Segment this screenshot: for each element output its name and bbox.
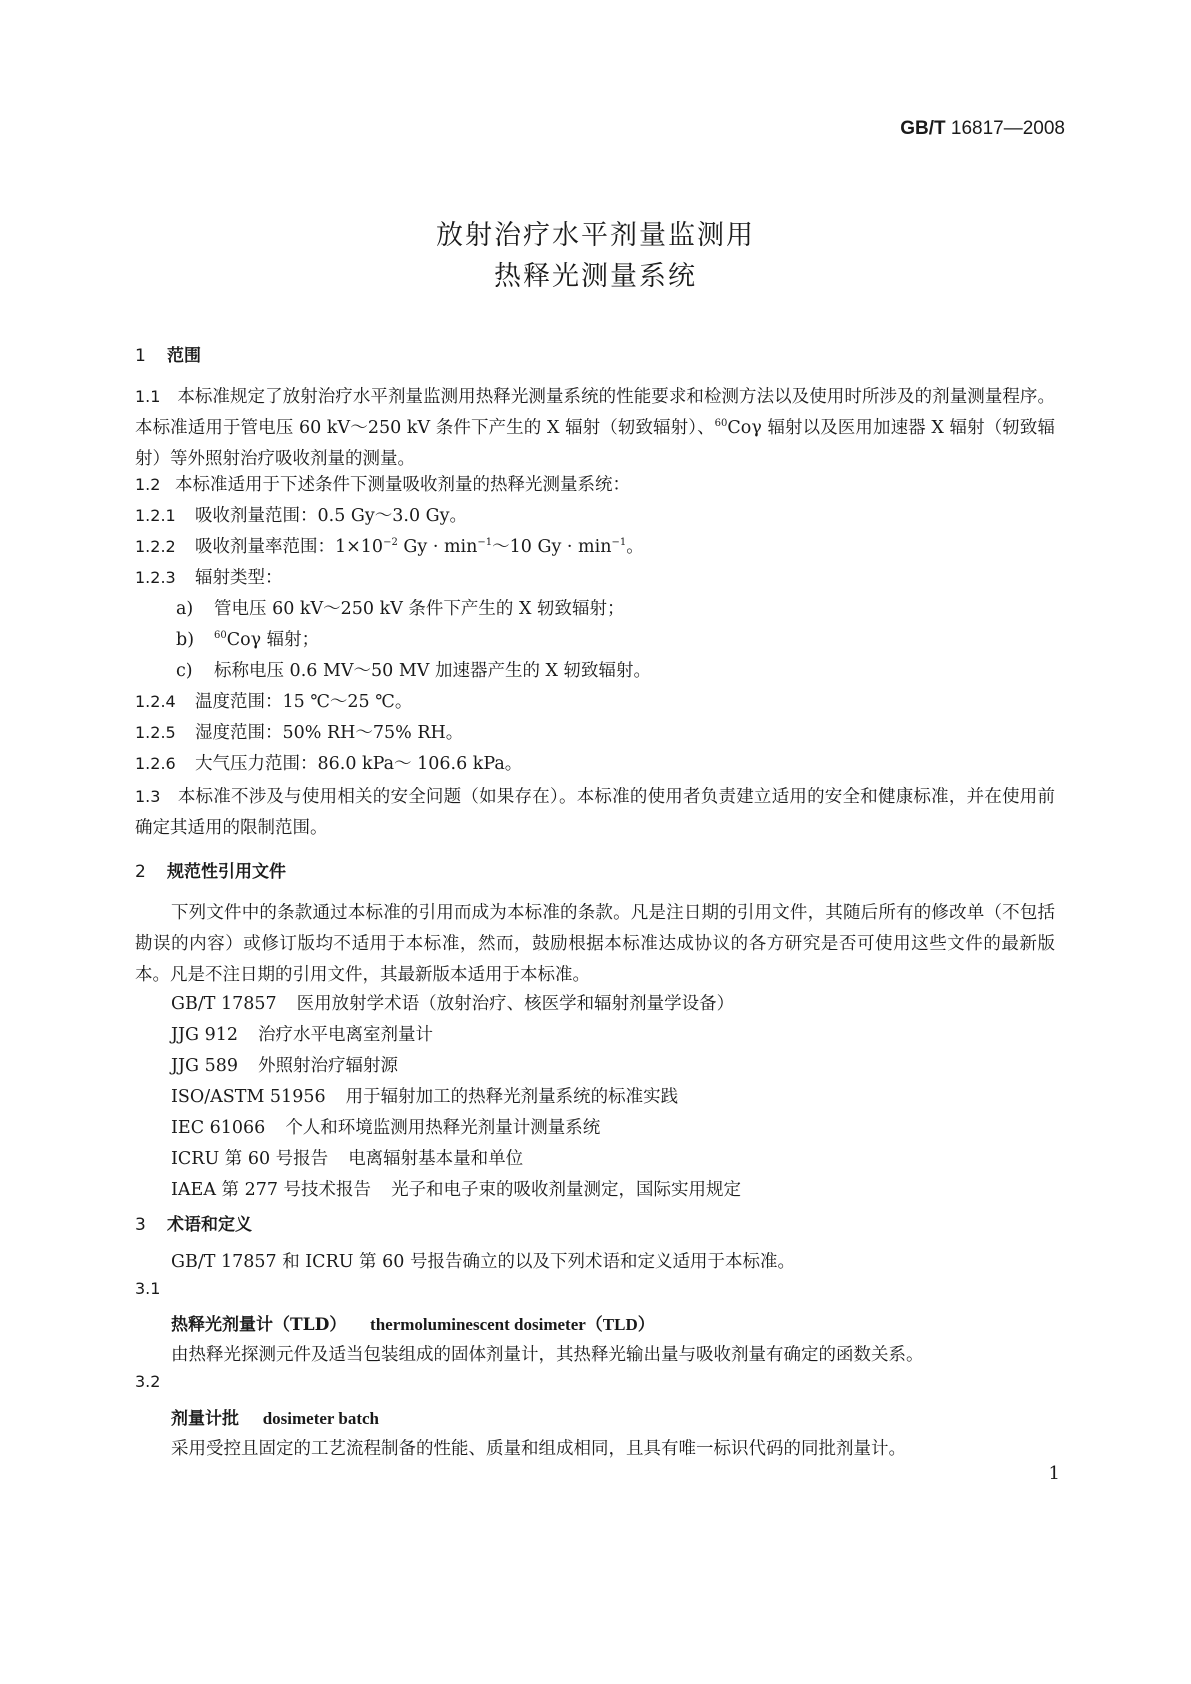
clause-text: 吸收剂量率范围：1×10: [195, 537, 384, 557]
term-number: 3.1: [135, 1279, 161, 1298]
reference-title: 外照射治疗辐射源: [257, 1056, 398, 1076]
term-zh: 剂量计批: [171, 1409, 239, 1429]
list-label: a): [176, 599, 194, 619]
paragraph-text: 下列文件中的条款通过本标准的引用而成为本标准的条款。凡是注日期的引用文件，其随后所有的修改单（不包括勘误的内容）或修订版均不适用于本标准，然而，鼓励根据本标准达成协议的各方研究是否可使用这些文件的最新版本。凡是不注日期的引用文件，其最新版本适用于本标准。: [135, 903, 1055, 985]
clause-number: 1.2.4: [135, 692, 176, 711]
clause-text-end: 。: [626, 537, 644, 557]
clause-1-2-2: [135, 533, 644, 558]
section-title: 范围: [167, 346, 201, 366]
section-3-intro: GB/T 17857 和 ICRU 第 60 号报告确立的以及下列术语和定义适用于本标准。: [171, 1252, 795, 1272]
list-item-b: [176, 626, 319, 651]
list-text: 管电压 60 kV～250 kV 条件下产生的 X 轫致辐射；: [214, 599, 625, 619]
clause-number: 1.2.5: [135, 723, 176, 742]
section-2-intro: [135, 898, 1055, 991]
list-label: c): [176, 661, 193, 681]
clause-text: 本标准规定了放射治疗水平剂量监测用热释光测量系统的性能要求和检测方法以及使用时所涉及的剂量测量程序。本标准适用于管电压 60 kV～250 kV 条件下产生的 X 辐射（轫致辐射）、: [135, 387, 1055, 438]
list-label: b): [176, 630, 195, 650]
reference-code: ISO/ASTM 51956: [171, 1087, 326, 1107]
clause-text: 大气压力范围：86.0 kPa～ 106.6 kPa。: [195, 754, 523, 774]
superscript: 60: [214, 630, 227, 641]
section-number: 2: [135, 862, 146, 882]
section-3-heading: [135, 1210, 252, 1235]
reference-title: 个人和环境监测用热释光剂量计测量系统: [285, 1118, 601, 1138]
document-title-line2: 热释光测量系统: [494, 261, 697, 292]
term-3-1: [171, 1310, 655, 1335]
reference-code: ICRU 第 60 号报告: [171, 1149, 329, 1169]
reference-item: [171, 1176, 741, 1201]
clause-text: 本标准不涉及与使用相关的安全问题（如果存在）。本标准的使用者负责建立适用的安全和健康标准，并在使用前确定其适用的限制范围。: [135, 787, 1055, 838]
standard-code: [900, 118, 1065, 140]
clause-text: 辐射类型：: [195, 568, 283, 588]
reference-title: 医用放射学术语（放射治疗、核医学和辐射剂量学设备）: [296, 994, 735, 1014]
standard-number: 16817—2008: [950, 118, 1065, 139]
clause-text: 吸收剂量范围：0.5 Gy～3.0 Gy。: [195, 506, 468, 526]
page-number: 1: [1048, 1463, 1060, 1484]
reference-code: JJG 589: [171, 1056, 238, 1076]
standard-prefix: GB/T: [900, 118, 946, 139]
clause-number: 1.2.2: [135, 537, 176, 556]
clause-text: 湿度范围：50% RH～75% RH。: [195, 723, 464, 743]
list-item-c: [176, 657, 651, 682]
clause-text-cont: ～10 Gy · min: [492, 537, 612, 557]
term-3-2-definition: 采用受控且固定的工艺流程制备的性能、质量和组成相同，且具有唯一标识代码的同批剂量计。: [171, 1439, 906, 1459]
list-text: 标称电压 0.6 MV～50 MV 加速器产生的 X 轫致辐射。: [214, 661, 652, 681]
term-3-1-definition: 由热释光探测元件及适当包装组成的固体剂量计，其热释光输出量与吸收剂量有确定的函数关系。: [171, 1345, 924, 1365]
section-title: 术语和定义: [167, 1215, 252, 1235]
section-1-heading: [135, 341, 201, 366]
reference-item: [171, 1083, 678, 1108]
reference-item: [171, 1145, 523, 1170]
clause-text: 温度范围：15 ℃～25 ℃。: [195, 692, 413, 712]
term-en: thermoluminescent dosimeter（TLD）: [370, 1315, 655, 1334]
superscript: −2: [383, 537, 398, 548]
clause-text-cont: Coγ 辐射以及医用加速器 X 辐射（轫致辐射）等外照射治疗吸收剂量的测量。: [135, 418, 1055, 469]
list-item-a: [176, 595, 625, 620]
reference-title: 用于辐射加工的热释光剂量系统的标准实践: [345, 1087, 679, 1107]
superscript: −1: [611, 537, 627, 548]
clause-number: 1.2: [135, 475, 161, 494]
reference-item: [171, 990, 734, 1015]
clause-1-2-4: [135, 688, 412, 713]
clause-number: 1.2.6: [135, 754, 176, 773]
reference-item: [171, 1052, 398, 1077]
clause-1-2-3: [135, 564, 283, 589]
section-title: 规范性引用文件: [167, 862, 286, 882]
reference-item: [171, 1114, 600, 1139]
document-title-line1: 放射治疗水平剂量监测用: [436, 220, 755, 251]
clause-1-2-1: [135, 502, 467, 527]
term-number: 3.2: [135, 1372, 161, 1391]
reference-code: IAEA 第 277 号技术报告: [171, 1180, 372, 1200]
section-number: 3: [135, 1215, 146, 1235]
reference-code: GB/T 17857: [171, 994, 277, 1014]
superscript: −1: [477, 537, 493, 548]
reference-item: [171, 1021, 433, 1046]
clause-1-2-6: [135, 750, 522, 775]
term-3-1-number: [135, 1279, 160, 1299]
clause-number: 1.1: [135, 387, 161, 406]
term-zh: 热释光剂量计（TLD）: [171, 1315, 347, 1335]
reference-title: 治疗水平电离室剂量计: [257, 1025, 433, 1045]
clause-1-1: [135, 381, 1055, 475]
term-3-2-number: [135, 1372, 160, 1392]
clause-text: 本标准适用于下述条件下测量吸收剂量的热释光测量系统：: [175, 475, 630, 495]
clause-number: 1.2.1: [135, 506, 176, 525]
reference-title: 电离辐射基本量和单位: [348, 1149, 524, 1169]
term-en: dosimeter batch: [262, 1409, 379, 1428]
clause-text-cont: Gy · min: [397, 537, 478, 557]
section-number: 1: [135, 346, 146, 366]
clause-1-2: [135, 471, 630, 496]
reference-code: IEC 61066: [171, 1118, 266, 1138]
reference-title: 光子和电子束的吸收剂量测定，国际实用规定: [391, 1180, 742, 1200]
clause-1-2-5: [135, 719, 463, 744]
section-2-heading: [135, 857, 286, 882]
clause-1-3: [135, 781, 1055, 844]
superscript: 60: [714, 418, 728, 429]
clause-number: 1.2.3: [135, 568, 176, 587]
reference-code: JJG 912: [171, 1025, 238, 1045]
term-3-2: [171, 1404, 379, 1429]
clause-number: 1.3: [135, 787, 161, 806]
list-text: Coγ 辐射；: [226, 630, 320, 650]
